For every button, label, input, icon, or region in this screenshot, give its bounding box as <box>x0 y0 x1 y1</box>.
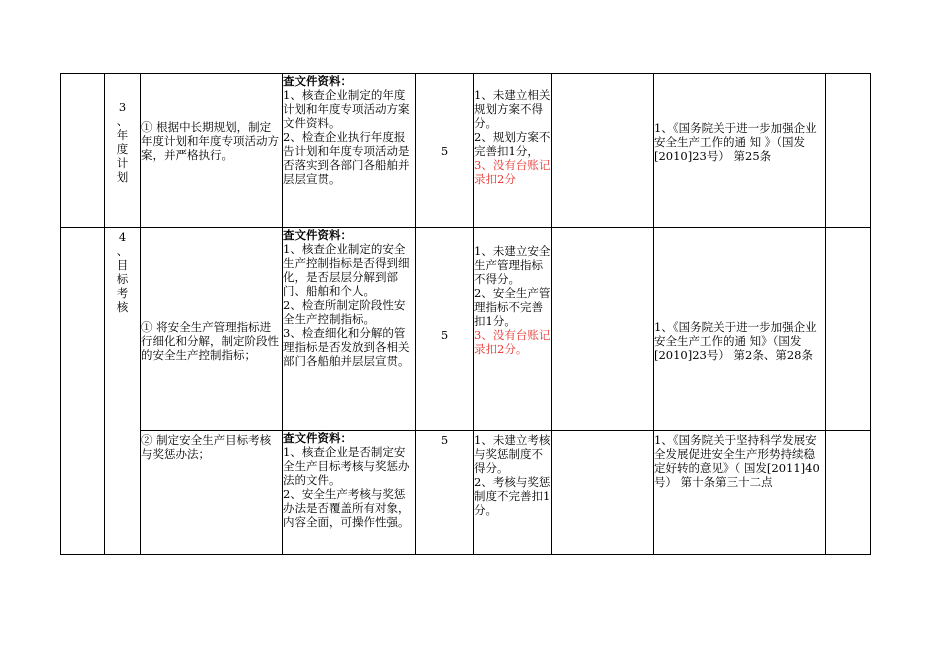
score-cell: 5 <box>416 431 474 555</box>
red-deduction-note: 3、没有台账记录扣2分。 <box>474 328 551 356</box>
empty-cell <box>552 431 654 555</box>
check-heading: 查文件资料： <box>283 74 352 88</box>
criteria-cell: 1、未建立考核与奖惩制度不得分。 2、考核与奖惩制度不完善扣1分。 <box>474 431 552 555</box>
empty-cell <box>826 74 871 228</box>
red-deduction-note: 3、没有台账记录扣2分 <box>474 158 551 186</box>
empty-cell <box>826 431 871 555</box>
check-heading: 查文件资料： <box>283 431 352 445</box>
clause-cell: ② 制定安全生产目标考核与奖惩办法； <box>141 431 283 555</box>
item-title-annual-plan: 3 、 年 度 计 划 <box>105 74 141 228</box>
item-title-target-assessment: 4 、 目 标 考 核 <box>105 228 141 555</box>
check-method-cell: 查文件资料： 1、核查企业制定的安全生产控制指标是否得到细化，是否层层分解到部门、船舶和个人。 2、检查所制定阶段性安全生产控制指标。 3、检查细化和分解的管理指标是否发放到各相关部门各船舶并层层宣贯。 <box>283 228 416 431</box>
criteria-cell: 1、未建立安全生产管理指标不得分。 2、安全生产管理指标不完善扣1分。 3、没有台账记录扣2分。 <box>474 228 552 431</box>
table-row <box>61 228 871 431</box>
clause-cell: ① 根据中长期规划，制定年度计划和年度专项活动方案，并严格执行。 <box>141 74 283 228</box>
criteria-cell: 1、未建立相关规划方案不得分。 2、规划方案不完善扣1分， 3、没有台账记录扣2分 <box>474 74 552 228</box>
legal-basis-cell: 1、《国务院关于坚持科学发展安全发展促进安全生产形势持续稳定好转的意见》（ 国发[2011]40号） 第十条第三十二点 <box>654 431 826 555</box>
empty-cell <box>61 228 105 555</box>
empty-cell <box>552 228 654 431</box>
score-cell: 5 <box>416 228 474 431</box>
assessment-table <box>60 73 871 555</box>
legal-basis-cell: 1、《国务院关于进一步加强企业安全生产工作的通 知》（国发[2010]23号） 第2条、第28条 <box>654 228 826 431</box>
score-cell: 5 <box>416 74 474 228</box>
check-heading: 查文件资料： <box>283 228 352 242</box>
empty-cell <box>826 228 871 431</box>
check-method-cell: 查文件资料： 1、核查企业是否制定安全生产目标考核与奖惩办法的文件。 2、安全生产考核与奖惩办法是否覆盖所有对象，内容全面，可操作性强。 <box>283 431 416 555</box>
table-row <box>61 74 871 228</box>
legal-basis-cell: 1、《国务院关于进一步加强企业安全生产工作的通 知 》（国发[2010]23号） 第25条 <box>654 74 826 228</box>
clause-cell: ① 将安全生产管理指标进行细化和分解，制定阶段性的安全生产控制指标； <box>141 228 283 431</box>
empty-cell <box>61 74 105 228</box>
empty-cell <box>552 74 654 228</box>
table-row <box>61 431 871 555</box>
check-method-cell: 查文件资料： 1、核查企业制定的年度计划和年度专项活动方案文件资料。 2、检查企业执行年度报告计划和年度专项活动是否落实到各部门各船舶并层层宣贯。 <box>283 74 416 228</box>
